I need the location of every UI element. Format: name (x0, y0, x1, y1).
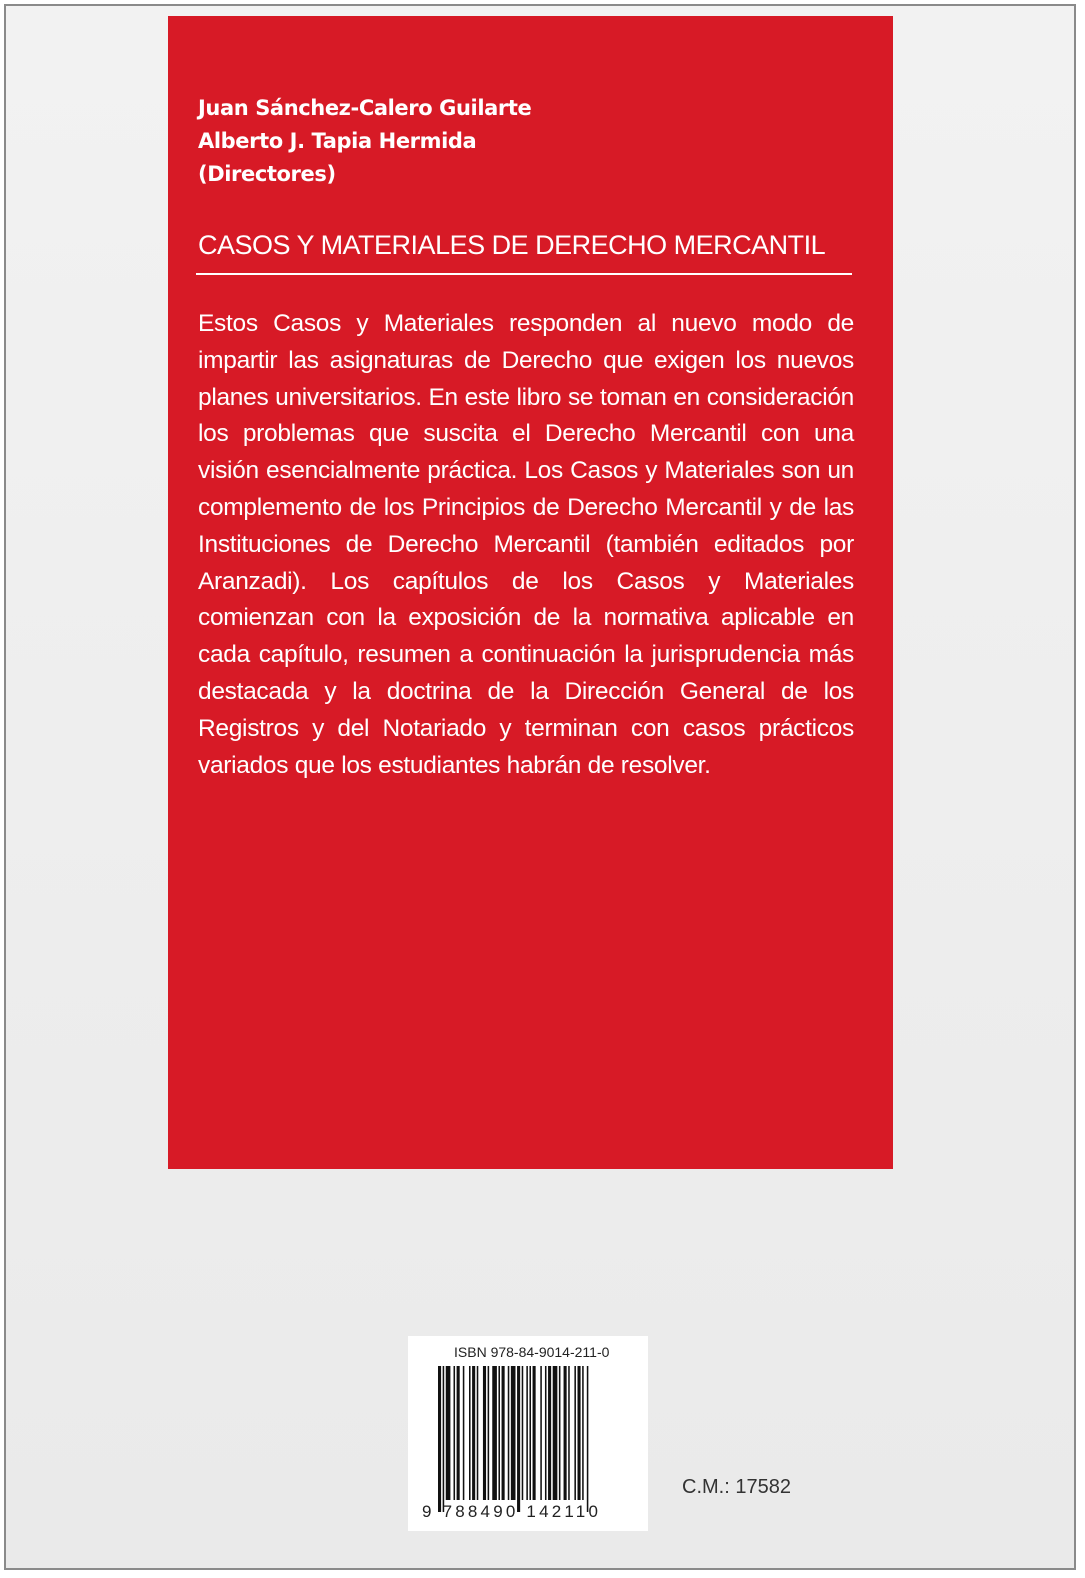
barcode-bar (457, 1366, 460, 1500)
isbn-barcode (408, 1336, 648, 1531)
barcode-bar (529, 1366, 531, 1500)
barcode-bar (574, 1366, 576, 1500)
barcode-bar (545, 1366, 547, 1500)
title-divider (196, 273, 852, 275)
barcode-bar (488, 1366, 490, 1500)
red-text-panel (168, 16, 893, 1169)
barcode-bar (508, 1366, 510, 1500)
barcode-bar (582, 1366, 584, 1500)
barcode-bars (438, 1366, 622, 1512)
catalog-code: C.M.: 17582 (682, 1476, 791, 1498)
book-description: Estos Casos y Materiales responden al nuevo modo de impartir las asignaturas de Derecho que exigen los nuevos planes universitarios. En este libro se toman en consideración los problemas que suscita el Derecho Mercantil con una visión esencialmente práctica. Los Casos y Materiales son un complemento de los Principios de Derecho Mercantil y de las Instituciones de Derecho Mercantil (también editados por Aranzadi). Los capítulos de los Casos y Materiales comienzan con la exposición de la normativa aplicable en cada capítulo, resumen a continuación la jurisprudencia más destacada y la doctrina de la Dirección General de los Registros y del Notariado y terminan con casos prácticos variados que los estudiantes habrán de resolver. (198, 310, 854, 779)
authors-block (198, 92, 531, 191)
author-name: Alberto J. Tapia Hermida (198, 129, 477, 153)
barcode-bar (446, 1366, 451, 1500)
barcode-bar (533, 1366, 536, 1500)
author-name: Juan Sánchez-Calero Guilarte (198, 96, 532, 120)
barcode-bar (472, 1366, 475, 1500)
barcode-bar (548, 1366, 551, 1500)
barcode-bar (477, 1366, 479, 1500)
barcode-number: 9 788490 142110 (422, 1502, 602, 1521)
barcode-bar (492, 1366, 497, 1500)
barcode-bar (540, 1366, 542, 1500)
barcode-bar (587, 1366, 589, 1512)
barcode-bar (454, 1366, 456, 1500)
barcode-bar (469, 1366, 471, 1500)
book-title: CASOS Y MATERIALES DE DERECHO MERCANTIL (198, 230, 826, 260)
barcode-bar (517, 1366, 520, 1512)
authors-role: (Directores) (198, 162, 336, 186)
barcode-bar (498, 1366, 500, 1500)
barcode-bar (526, 1366, 528, 1500)
barcode-bar (463, 1366, 465, 1500)
barcode-bar (522, 1366, 524, 1500)
isbn-label: ISBN 978-84-9014-211-0 (454, 1344, 610, 1360)
barcode-bar (483, 1366, 486, 1500)
barcode-bar (443, 1366, 445, 1512)
barcode-bar (568, 1366, 570, 1500)
barcode-bar (564, 1366, 567, 1500)
book-back-cover (4, 4, 1076, 1570)
barcode-bar (578, 1366, 581, 1500)
barcode-bar (559, 1366, 561, 1500)
barcode-bar (502, 1366, 505, 1500)
barcode-bar (511, 1366, 516, 1500)
barcode-bar (438, 1366, 441, 1512)
barcode-bar (553, 1366, 558, 1500)
